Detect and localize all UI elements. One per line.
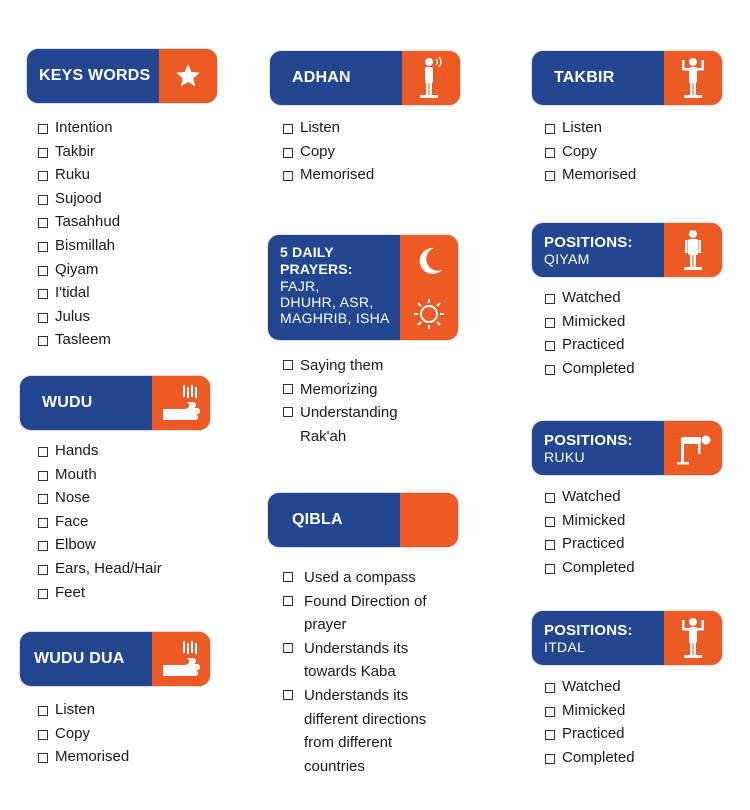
list-item[interactable]: Face bbox=[38, 512, 162, 536]
positions-itdal-card bbox=[532, 611, 722, 665]
list-item[interactable]: Listen bbox=[545, 118, 636, 142]
qibla-card bbox=[268, 493, 458, 547]
list-item[interactable]: Copy bbox=[38, 724, 129, 748]
checkbox[interactable] bbox=[38, 336, 48, 346]
list-item[interactable]: Understanding Rak'ah bbox=[283, 401, 433, 448]
checkbox[interactable] bbox=[545, 540, 555, 550]
checkbox[interactable] bbox=[38, 541, 48, 551]
list-item[interactable]: Memorizing bbox=[283, 378, 433, 402]
positions-ruku-subtitle: RUKU bbox=[544, 448, 585, 465]
qibla-icon-area bbox=[400, 493, 458, 547]
washing-hand-icon bbox=[152, 376, 210, 430]
adhan-title: ADHAN bbox=[292, 69, 351, 86]
takbir-title: TAKBIR bbox=[554, 69, 615, 86]
wudu-list bbox=[38, 441, 162, 606]
list-item[interactable]: Watched bbox=[545, 487, 635, 511]
list-item[interactable]: Nose bbox=[38, 488, 162, 512]
keys-words-list bbox=[38, 118, 120, 354]
sun-icon bbox=[412, 297, 446, 331]
crescent-moon-icon bbox=[412, 244, 446, 278]
adhan-card bbox=[270, 51, 460, 105]
list-item[interactable]: Watched bbox=[545, 677, 635, 701]
checkbox[interactable] bbox=[38, 565, 48, 575]
positions-qiyam-card bbox=[532, 223, 722, 277]
checkbox[interactable] bbox=[283, 572, 293, 582]
list-item[interactable]: Mimicked bbox=[545, 511, 635, 535]
list-item[interactable]: Completed bbox=[545, 748, 635, 772]
checkbox[interactable] bbox=[545, 171, 555, 181]
checkbox[interactable] bbox=[545, 318, 555, 328]
checkbox[interactable] bbox=[38, 447, 48, 457]
takbir-card bbox=[532, 51, 722, 105]
list-item[interactable]: Mimicked bbox=[545, 701, 635, 725]
list-item[interactable]: Hands bbox=[38, 441, 162, 465]
washing-hand-icon bbox=[152, 632, 210, 686]
positions-itdal-subtitle: ITDAL bbox=[544, 638, 586, 655]
checkbox[interactable] bbox=[38, 494, 48, 504]
checkbox[interactable] bbox=[545, 294, 555, 304]
daily-prayers-sub-line3: MAGHRIB, ISHA bbox=[280, 310, 390, 326]
checkbox[interactable] bbox=[545, 683, 555, 693]
checkbox[interactable] bbox=[283, 171, 293, 181]
list-item[interactable]: Ruku bbox=[38, 165, 120, 189]
checkbox[interactable] bbox=[38, 518, 48, 528]
wudu-title: WUDU bbox=[42, 394, 93, 411]
checkbox[interactable] bbox=[283, 690, 293, 700]
hands-raised-figure-icon bbox=[664, 51, 722, 105]
list-item[interactable]: Completed bbox=[545, 558, 635, 582]
positions-ruku-title: POSITIONS: bbox=[544, 431, 633, 449]
checkbox[interactable] bbox=[38, 589, 48, 599]
checkbox[interactable] bbox=[38, 124, 48, 134]
list-item[interactable]: Understands its different directions from different countries bbox=[283, 684, 458, 778]
positions-qiyam-title: POSITIONS: bbox=[544, 233, 633, 251]
checkbox[interactable] bbox=[283, 124, 293, 134]
checkbox[interactable] bbox=[545, 124, 555, 134]
daily-prayers-title-line2: PRAYERS: bbox=[280, 261, 353, 277]
qibla-title: QIBLA bbox=[292, 511, 343, 528]
daily-prayers-card bbox=[268, 235, 458, 340]
positions-itdal-list bbox=[545, 677, 635, 771]
list-item[interactable]: Listen bbox=[283, 118, 374, 142]
checkbox[interactable] bbox=[38, 471, 48, 481]
checkbox[interactable] bbox=[283, 596, 293, 606]
list-item[interactable]: Tasleem bbox=[38, 330, 120, 354]
checkbox[interactable] bbox=[38, 195, 48, 205]
checkbox[interactable] bbox=[545, 707, 555, 717]
list-item[interactable]: Watched bbox=[545, 288, 635, 312]
list-item[interactable]: Practiced bbox=[545, 724, 635, 748]
checkbox[interactable] bbox=[545, 493, 555, 503]
checkbox[interactable] bbox=[545, 564, 555, 574]
keys-words-title: KEYS WORDS bbox=[39, 67, 151, 84]
checkbox[interactable] bbox=[38, 289, 48, 299]
list-item[interactable]: Copy bbox=[283, 142, 374, 166]
checkbox[interactable] bbox=[283, 643, 293, 653]
bowing-figure-icon bbox=[664, 421, 722, 475]
daily-prayers-list bbox=[283, 354, 433, 448]
list-item[interactable]: Practiced bbox=[545, 534, 635, 558]
list-item[interactable]: Found Direction of prayer bbox=[283, 590, 458, 637]
positions-ruku-card bbox=[532, 421, 722, 475]
checkbox[interactable] bbox=[545, 754, 555, 764]
checkbox[interactable] bbox=[283, 384, 293, 394]
daily-prayers-sub-line2: DHUHR, ASR, bbox=[280, 294, 374, 310]
list-item[interactable]: Mimicked bbox=[545, 312, 635, 336]
list-item[interactable]: Memorised bbox=[38, 747, 129, 771]
checkbox[interactable] bbox=[545, 517, 555, 527]
list-item[interactable]: Understands its towards Kaba bbox=[283, 637, 458, 684]
wudu-dua-card bbox=[20, 632, 210, 686]
qibla-list bbox=[283, 566, 458, 778]
checkbox[interactable] bbox=[38, 706, 48, 716]
keys-words-card bbox=[27, 49, 217, 103]
list-item[interactable]: Julus bbox=[38, 307, 120, 331]
checkbox[interactable] bbox=[38, 218, 48, 228]
list-item[interactable]: Used a compass bbox=[283, 566, 458, 590]
wudu-card bbox=[20, 376, 210, 430]
checkbox[interactable] bbox=[545, 341, 555, 351]
checkbox[interactable] bbox=[545, 148, 555, 158]
list-item[interactable]: Takbir bbox=[38, 142, 120, 166]
list-item[interactable]: Saying them bbox=[283, 354, 433, 378]
list-item[interactable]: Qiyam bbox=[38, 260, 120, 284]
list-item[interactable]: Elbow bbox=[38, 535, 162, 559]
adhan-list bbox=[283, 118, 374, 189]
checkbox[interactable] bbox=[38, 171, 48, 181]
checkbox[interactable] bbox=[38, 753, 48, 763]
positions-qiyam-list bbox=[545, 288, 635, 382]
list-item[interactable]: Sujood bbox=[38, 189, 120, 213]
calling-figure-icon bbox=[402, 51, 460, 105]
list-item[interactable]: I'tidal bbox=[38, 283, 120, 307]
checkbox[interactable] bbox=[38, 313, 48, 323]
standing-figure-icon bbox=[664, 223, 722, 277]
wudu-dua-title: WUDU DUA bbox=[34, 650, 125, 667]
list-item[interactable]: Mouth bbox=[38, 465, 162, 489]
takbir-list bbox=[545, 118, 636, 189]
checkbox[interactable] bbox=[38, 148, 48, 158]
wudu-dua-list bbox=[38, 700, 129, 771]
list-item[interactable]: Listen bbox=[38, 700, 129, 724]
list-item[interactable]: Intention bbox=[38, 118, 120, 142]
checkbox[interactable] bbox=[283, 360, 293, 370]
daily-prayers-title-line1: 5 DAILY bbox=[280, 244, 334, 260]
checkbox[interactable] bbox=[283, 148, 293, 158]
positions-ruku-list bbox=[545, 487, 635, 581]
star-icon bbox=[159, 49, 217, 103]
positions-qiyam-subtitle: QIYAM bbox=[544, 250, 590, 267]
hands-raised-figure-icon bbox=[664, 611, 722, 665]
list-item[interactable]: Practiced bbox=[545, 335, 635, 359]
checkbox[interactable] bbox=[545, 730, 555, 740]
checkbox[interactable] bbox=[38, 730, 48, 740]
checkbox[interactable] bbox=[38, 242, 48, 252]
list-item[interactable]: Bismillah bbox=[38, 236, 120, 260]
list-item[interactable]: Tasahhud bbox=[38, 212, 120, 236]
checkbox[interactable] bbox=[545, 365, 555, 375]
list-item[interactable]: Completed bbox=[545, 359, 635, 383]
list-item[interactable]: Memorised bbox=[545, 165, 636, 189]
list-item[interactable]: Memorised bbox=[283, 165, 374, 189]
list-item[interactable]: Ears, Head/Hair bbox=[38, 559, 162, 583]
positions-itdal-title: POSITIONS: bbox=[544, 621, 633, 639]
checkbox[interactable] bbox=[38, 266, 48, 276]
list-item[interactable]: Feet bbox=[38, 583, 162, 607]
checkbox[interactable] bbox=[283, 407, 293, 417]
list-item[interactable]: Copy bbox=[545, 142, 636, 166]
daily-prayers-sub-line1: FAJR, bbox=[280, 278, 320, 294]
